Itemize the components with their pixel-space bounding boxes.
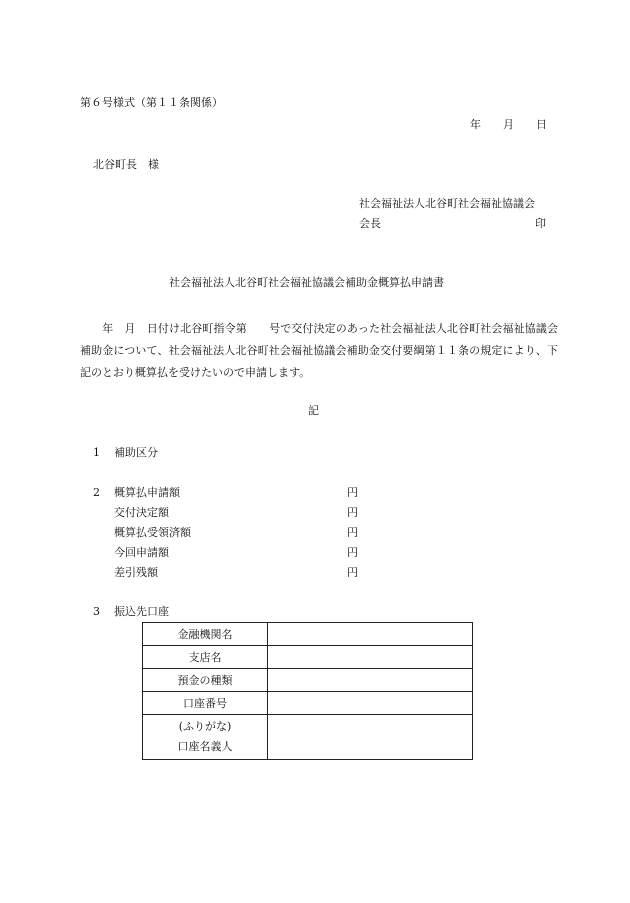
amount-unit: 円	[347, 546, 358, 559]
sender-title: 会長	[359, 217, 381, 230]
account-number-label: 口座番号	[143, 692, 268, 715]
sender-org: 社会福祉法人北谷町社会福祉協議会	[359, 197, 535, 210]
section1-label: 補助区分	[114, 446, 158, 459]
bank-name-value[interactable]	[268, 623, 473, 646]
table-row	[143, 669, 473, 692]
account-number-value[interactable]	[268, 692, 473, 715]
table-row	[143, 715, 473, 760]
section3-number: 3	[93, 605, 100, 618]
furigana-label: (ふりがな)	[178, 720, 232, 733]
table-row	[143, 646, 473, 669]
date-line: 年 月 日	[470, 118, 547, 131]
body-paragraph: 年 月 日付け北谷町指令第 号で交付決定のあった社会福祉法人北谷町社会福祉協議会補助金について、社会福祉法人北谷町社会福祉協議会補助金交付要綱第１１条の規定により、下記のとおり概算払を受けたいので申請します。	[80, 322, 558, 379]
amount-label-received: 概算払受領済額	[114, 526, 191, 539]
seal-mark: 印	[535, 217, 546, 230]
branch-label: 支店名	[143, 646, 268, 669]
table-row	[143, 692, 473, 715]
section3-label: 振込先口座	[114, 605, 169, 618]
amount-unit: 円	[347, 526, 358, 539]
amount-unit: 円	[347, 506, 358, 519]
bank-name-label: 金融機関名	[143, 623, 268, 646]
form-number: 第６号様式（第１１条関係）	[80, 96, 223, 109]
deposit-type-label: 預金の種類	[143, 669, 268, 692]
bank-account-table	[142, 622, 473, 760]
branch-value[interactable]	[268, 646, 473, 669]
table-row	[143, 623, 473, 646]
amount-unit: 円	[347, 566, 358, 579]
section2-number: 2	[93, 486, 100, 499]
amount-unit: 円	[347, 486, 358, 499]
amount-label-balance: 差引残額	[114, 566, 158, 579]
deposit-type-value[interactable]	[268, 669, 473, 692]
ki-heading: 記	[308, 404, 319, 417]
account-holder-label: 口座名義人	[177, 740, 233, 753]
account-holder-label-cell	[143, 715, 268, 760]
amount-label-decided: 交付決定額	[114, 506, 169, 519]
account-holder-value[interactable]	[268, 715, 473, 760]
document-title: 社会福祉法人北谷町社会福祉協議会補助金概算払申請書	[169, 276, 444, 289]
amount-label-applied: 概算払申請額	[114, 486, 180, 499]
amount-label-current: 今回申請額	[114, 546, 169, 559]
addressee: 北谷町長 様	[93, 158, 159, 171]
section1-number: 1	[93, 446, 100, 459]
